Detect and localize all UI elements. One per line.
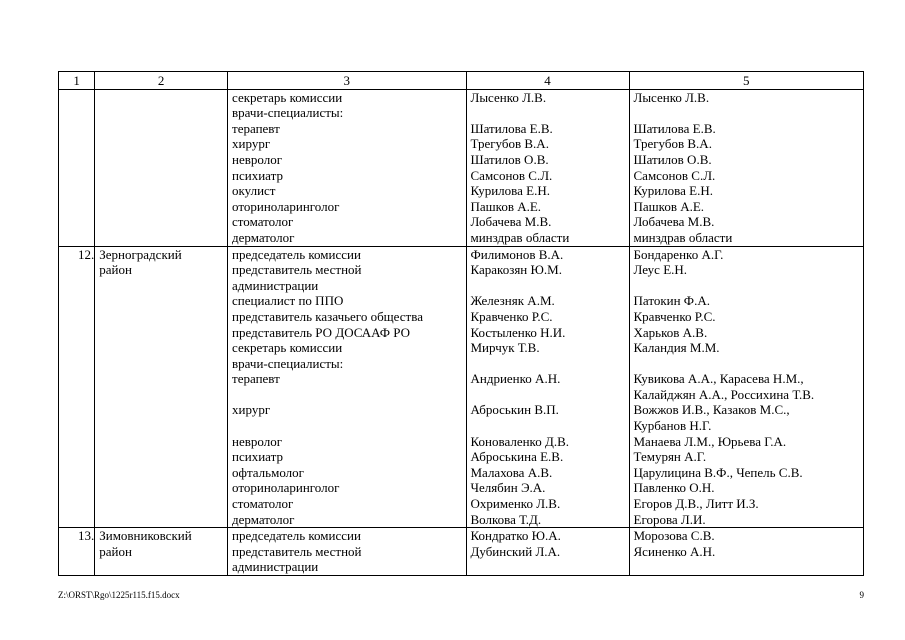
reserve-line: Леус Е.Н. — [633, 262, 688, 278]
reserve-line: Лобачева М.В. — [633, 214, 715, 230]
member-line: Андриенко А.Н. — [470, 371, 561, 387]
header-cell-3: 3 — [228, 72, 466, 90]
role-line: представитель местной — [232, 543, 362, 559]
role-line: представитель местной — [232, 262, 362, 278]
reserve-cell — [629, 89, 864, 246]
reserve-line: Егорова Л.И. — [633, 511, 706, 527]
reserve-cell — [629, 246, 864, 528]
reserve-line — [634, 356, 864, 372]
table-row — [59, 528, 864, 576]
commission-table — [58, 71, 864, 576]
member-line: Кондратко Ю.А. — [470, 528, 561, 544]
role-line: оториноларинголог — [232, 480, 340, 496]
reserve-line: Каландия М.М. — [633, 340, 720, 356]
role-line: терапевт — [232, 120, 280, 136]
member-line: Шатилов О.В. — [470, 151, 549, 167]
role-line: председатель комиссии — [232, 528, 361, 544]
reserve-line: Курилова Е.Н. — [633, 183, 713, 199]
district-line: Зимовниковский — [99, 528, 192, 544]
file-path: Z:\ORST\Rgo\1225r115.f15.docx — [58, 590, 180, 600]
role-line: стоматолог — [232, 214, 294, 230]
member-line — [471, 356, 629, 372]
member-line: Каракозян Ю.М. — [470, 262, 562, 278]
member-line: Мирчук Т.В. — [470, 340, 540, 356]
reserve-line: Царулицина В.Ф., Чепель С.В. — [633, 464, 803, 480]
member-line: Аброськин В.П. — [470, 402, 559, 418]
member-line: Челябин Э.А. — [470, 480, 546, 496]
role-line — [232, 418, 465, 434]
reserve-line: Манаева Л.М., Юрьева Г.А. — [633, 433, 787, 449]
role-line: представитель казачьего общества — [232, 308, 423, 324]
member-line: Дубинский Л.А. — [470, 543, 561, 559]
reserve-line: Морозова С.В. — [633, 528, 715, 544]
role-line: хирург — [232, 402, 271, 418]
role-line: специалист по ППО — [232, 293, 344, 309]
role-cell — [228, 89, 466, 246]
reserve-line: Харьков А.В. — [633, 324, 708, 340]
role-line: представитель РО ДОСААФ РО — [232, 324, 411, 340]
member-line — [471, 278, 629, 294]
reserve-line: Егоров Д.В., Литт И.З. — [633, 496, 759, 512]
role-line: невролог — [232, 151, 283, 167]
member-line: Железняк А.М. — [470, 293, 555, 309]
member-cell — [466, 89, 629, 246]
reserve-line: Пашков А.Е. — [633, 198, 705, 214]
reserve-line: Курбанов Н.Г. — [633, 418, 712, 434]
reserve-cell — [629, 528, 864, 576]
role-line: окулист — [232, 183, 276, 199]
header-cell-5: 5 — [629, 72, 864, 90]
reserve-line: Ясиненко А.Н. — [633, 543, 716, 559]
reserve-line: Кравченко Р.С. — [633, 308, 716, 324]
reserve-line: Темурян А.Г. — [633, 449, 707, 465]
role-line: терапевт — [232, 371, 280, 387]
member-cell — [466, 528, 629, 576]
district-cell — [95, 246, 228, 528]
role-cell — [228, 246, 466, 528]
role-line: врачи-специалисты: — [232, 105, 344, 121]
reserve-line: Самсонов С.Л. — [633, 167, 716, 183]
role-line — [232, 387, 465, 403]
role-line: психиатр — [232, 167, 283, 183]
reserve-line: Бондаренко А.Г. — [633, 246, 724, 262]
role-line: администрации — [232, 559, 319, 575]
reserve-line: Калайджян А.А., Россихина Т.В. — [633, 386, 815, 402]
reserve-line: Павленко О.Н. — [633, 480, 715, 496]
member-line — [471, 559, 629, 575]
row-number-text: 13. — [77, 528, 95, 544]
member-line: Коноваленко Д.В. — [470, 433, 569, 449]
reserve-line: Шатилова Е.В. — [633, 120, 716, 136]
member-line: Малахова А.В. — [470, 464, 553, 480]
member-cell — [466, 246, 629, 528]
member-line — [471, 418, 629, 434]
header-cell-1: 1 — [59, 72, 95, 90]
reserve-line: Патокин Ф.А. — [633, 293, 710, 309]
member-line: Охрименко Л.В. — [470, 496, 561, 512]
role-cell — [228, 528, 466, 576]
table-row — [59, 246, 864, 528]
role-line: врачи-специалисты: — [232, 355, 344, 371]
district-cell — [95, 528, 228, 576]
member-line: Самсонов С.Л. — [470, 167, 553, 183]
member-line: Кравченко Р.С. — [470, 308, 553, 324]
member-line — [471, 105, 629, 121]
member-line: Аброськина Е.В. — [470, 449, 564, 465]
reserve-line — [634, 278, 864, 294]
role-line: администрации — [232, 277, 319, 293]
district-line: Зерноградский — [99, 246, 182, 262]
member-line — [471, 387, 629, 403]
member-line: Филимонов В.А. — [470, 246, 564, 262]
reserve-line: Вожжов И.В., Казаков М.С., — [633, 402, 790, 418]
row-number — [59, 246, 95, 528]
role-line: дерматолог — [232, 229, 295, 245]
role-line: секретарь комиссии — [232, 89, 343, 105]
reserve-line: Кувикова А.А., Карасева Н.М., — [633, 371, 804, 387]
reserve-line — [634, 105, 864, 121]
district-line: район — [99, 543, 132, 559]
row-number-text: 12. — [77, 246, 95, 262]
member-line: Волкова Т.Д. — [470, 511, 542, 527]
header-row — [59, 72, 864, 90]
reserve-line: Лысенко Л.В. — [633, 89, 710, 105]
role-line: хирург — [232, 136, 271, 152]
role-line: невролог — [232, 433, 283, 449]
member-line: Трегубов В.А. — [470, 136, 549, 152]
member-line: минздрав области — [470, 229, 570, 245]
role-line: стоматолог — [232, 496, 294, 512]
header-cell-2: 2 — [95, 72, 228, 90]
district-line: район — [99, 262, 132, 278]
member-line: Лысенко Л.В. — [470, 89, 547, 105]
page-number: 9 — [859, 590, 864, 600]
member-line: Пашков А.Е. — [470, 198, 542, 214]
member-line: Шатилова Е.В. — [470, 120, 553, 136]
reserve-line: Шатилов О.В. — [633, 151, 712, 167]
role-line: оториноларинголог — [232, 198, 340, 214]
district-cell — [95, 89, 228, 246]
row-number — [59, 89, 95, 246]
reserve-line: Трегубов В.А. — [633, 136, 712, 152]
row-number — [59, 528, 95, 576]
reserve-line: минздрав области — [633, 229, 733, 245]
role-line: секретарь комиссии — [232, 340, 343, 356]
role-line: офтальмолог — [232, 464, 304, 480]
role-line: психиатр — [232, 449, 283, 465]
member-line: Лобачева М.В. — [470, 214, 552, 230]
reserve-line — [634, 559, 864, 575]
member-line: Курилова Е.Н. — [470, 183, 550, 199]
header-cell-4: 4 — [466, 72, 629, 90]
member-line: Костыленко Н.И. — [470, 324, 566, 340]
role-line: председатель комиссии — [232, 246, 361, 262]
role-line: дерматолог — [232, 511, 295, 527]
table-row — [59, 89, 864, 246]
